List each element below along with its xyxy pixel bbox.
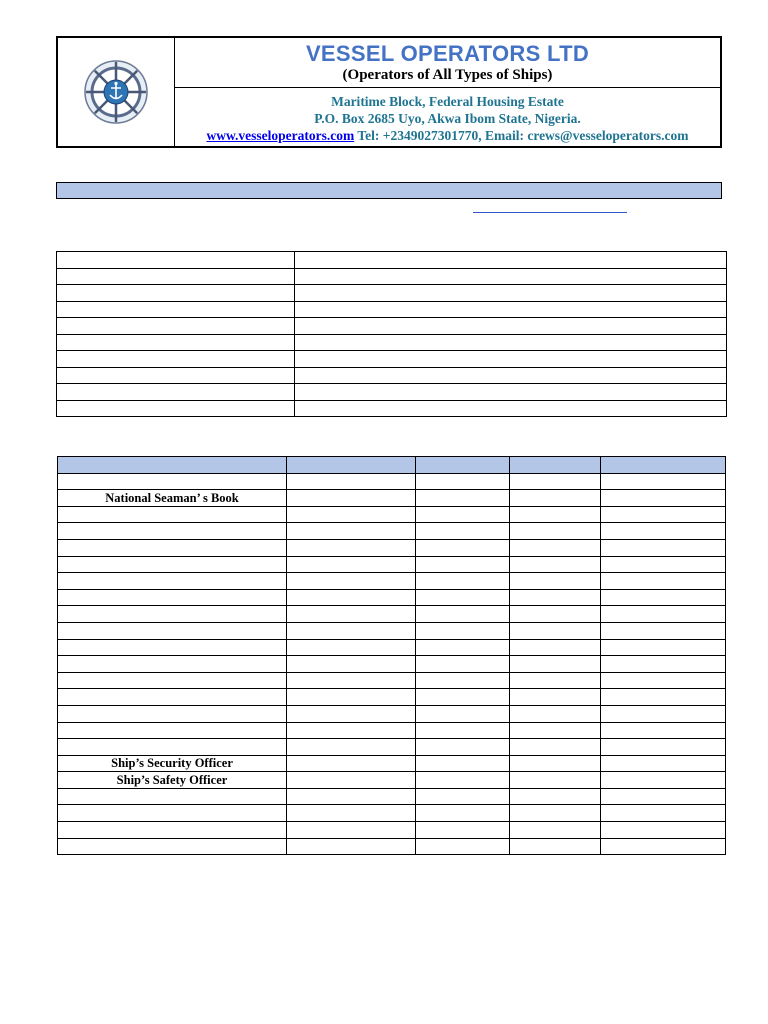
document-entry-cell[interactable] [287, 622, 416, 639]
document-entry-cell[interactable] [601, 506, 726, 523]
document-name-cell [58, 589, 287, 606]
document-name-cell [58, 656, 287, 673]
document-entry-cell[interactable] [287, 805, 416, 822]
details-label-cell [57, 301, 295, 318]
document-entry-cell[interactable] [416, 755, 510, 772]
document-name-cell [58, 805, 287, 822]
document-entry-cell[interactable] [416, 506, 510, 523]
document-entry-cell[interactable] [416, 838, 510, 855]
document-entry-cell[interactable] [510, 788, 601, 805]
logo-cell [58, 38, 175, 146]
details-value-cell[interactable] [295, 384, 727, 401]
details-value-cell[interactable] [295, 367, 727, 384]
document-entry-cell[interactable] [416, 556, 510, 573]
document-entry-cell[interactable] [601, 556, 726, 573]
document-row [58, 739, 726, 756]
title-block [175, 38, 720, 88]
document-entry-cell[interactable] [287, 656, 416, 673]
details-row [57, 285, 727, 302]
document-entry-cell[interactable] [416, 589, 510, 606]
document-entry-cell[interactable] [287, 639, 416, 656]
document-entry-cell[interactable] [287, 506, 416, 523]
document-entry-cell[interactable] [287, 556, 416, 573]
document-entry-cell[interactable] [601, 739, 726, 756]
document-entry-cell[interactable] [601, 755, 726, 772]
header-cell [601, 457, 726, 474]
details-label-cell [57, 268, 295, 285]
document-row [58, 506, 726, 523]
document-row [58, 755, 726, 772]
document-name-cell [58, 622, 287, 639]
document-row [58, 473, 726, 490]
document-entry-cell[interactable] [601, 473, 726, 490]
details-value-cell[interactable] [295, 334, 727, 351]
document-entry-cell[interactable] [510, 755, 601, 772]
document-entry-cell[interactable] [601, 639, 726, 656]
details-value-cell[interactable] [295, 268, 727, 285]
details-row [57, 400, 727, 417]
document-name-cell [58, 556, 287, 573]
document-entry-cell[interactable] [510, 473, 601, 490]
document-entry-cell[interactable] [416, 722, 510, 739]
document-entry-cell[interactable] [601, 539, 726, 556]
documents-header-row [58, 457, 726, 474]
document-entry-cell[interactable] [601, 705, 726, 722]
address-block [175, 88, 720, 144]
document-entry-cell[interactable] [416, 772, 510, 789]
document-entry-cell[interactable] [287, 772, 416, 789]
details-row [57, 268, 727, 285]
document-entry-cell[interactable] [510, 589, 601, 606]
header-cell [58, 457, 287, 474]
document-entry-cell[interactable] [510, 622, 601, 639]
document-name-cell [58, 473, 287, 490]
document-name-cell [58, 722, 287, 739]
document-entry-cell[interactable] [510, 705, 601, 722]
document-name-cell [58, 788, 287, 805]
document-row [58, 772, 726, 789]
company-info [175, 38, 720, 146]
details-value-cell[interactable] [295, 400, 727, 417]
document-entry-cell[interactable] [510, 556, 601, 573]
underline-field[interactable] [473, 212, 627, 213]
document-row [58, 672, 726, 689]
section-header-band [56, 182, 722, 199]
document-entry-cell[interactable] [416, 705, 510, 722]
details-row [57, 384, 727, 401]
document-entry-cell[interactable] [601, 838, 726, 855]
document-entry-cell[interactable] [510, 490, 601, 507]
document-entry-cell[interactable] [510, 772, 601, 789]
details-value-cell[interactable] [295, 351, 727, 368]
document-name-cell [58, 573, 287, 590]
document-entry-cell[interactable] [510, 838, 601, 855]
document-entry-cell[interactable] [416, 689, 510, 706]
document-entry-cell[interactable] [287, 838, 416, 855]
document-entry-cell[interactable] [287, 606, 416, 623]
header-cell [287, 457, 416, 474]
document-entry-cell[interactable] [510, 573, 601, 590]
document-entry-cell[interactable] [287, 739, 416, 756]
document-entry-cell[interactable] [510, 523, 601, 540]
details-row [57, 318, 727, 335]
document-name-cell [58, 539, 287, 556]
document-entry-cell[interactable] [510, 722, 601, 739]
documents-table [57, 456, 726, 855]
document-row [58, 788, 726, 805]
document-entry-cell[interactable] [601, 672, 726, 689]
document-entry-cell[interactable] [510, 639, 601, 656]
details-row [57, 351, 727, 368]
document-entry-cell[interactable] [601, 772, 726, 789]
document-entry-cell[interactable] [416, 523, 510, 540]
details-label-cell [57, 367, 295, 384]
document-entry-cell[interactable] [416, 573, 510, 590]
document-entry-cell[interactable] [601, 788, 726, 805]
document-entry-cell[interactable] [416, 622, 510, 639]
document-entry-cell[interactable] [510, 822, 601, 839]
document-row [58, 822, 726, 839]
document-entry-cell[interactable] [510, 506, 601, 523]
address-line-1: Maritime Block, Federal Housing Estate [331, 94, 564, 109]
document-entry-cell[interactable] [601, 573, 726, 590]
header-cell [510, 457, 601, 474]
document-name-cell [58, 838, 287, 855]
document-name-cell [58, 689, 287, 706]
document-name-cell [58, 705, 287, 722]
details-value-cell[interactable] [295, 301, 727, 318]
document-entry-cell[interactable] [510, 689, 601, 706]
document-entry-cell[interactable] [510, 805, 601, 822]
details-row [57, 367, 727, 384]
details-label-cell [57, 285, 295, 302]
document-entry-cell[interactable] [287, 755, 416, 772]
document-name-cell [58, 672, 287, 689]
document-name-cell: Ship’s Safety Officer [58, 772, 287, 789]
document-entry-cell[interactable] [287, 689, 416, 706]
document-row [58, 805, 726, 822]
website-link[interactable]: www.vesseloperators.com [206, 128, 355, 143]
details-value-cell[interactable] [295, 285, 727, 302]
details-row [57, 334, 727, 351]
document-name-cell: National Seaman’ s Book [58, 490, 287, 507]
document-entry-cell[interactable] [601, 805, 726, 822]
details-row [57, 252, 727, 269]
document-entry-cell[interactable] [416, 606, 510, 623]
letterhead [56, 36, 722, 148]
document-entry-cell[interactable] [416, 639, 510, 656]
document-entry-cell[interactable] [416, 805, 510, 822]
document-row [58, 705, 726, 722]
document-entry-cell[interactable] [287, 822, 416, 839]
document-entry-cell[interactable] [287, 672, 416, 689]
document-entry-cell[interactable] [416, 490, 510, 507]
details-label-cell [57, 252, 295, 269]
document-row [58, 838, 726, 855]
document-name-cell: Ship’s Security Officer [58, 755, 287, 772]
address-line-2: P.O. Box 2685 Uyo, Akwa Ibom State, Nigeria. [314, 111, 581, 126]
document-entry-cell[interactable] [416, 672, 510, 689]
header-cell [416, 457, 510, 474]
document-row [58, 573, 726, 590]
company-name: VESSEL OPERATORS LTD [305, 41, 590, 66]
document-entry-cell[interactable] [287, 722, 416, 739]
document-name-cell [58, 523, 287, 540]
document-entry-cell[interactable] [601, 606, 726, 623]
document-entry-cell[interactable] [416, 473, 510, 490]
document-entry-cell[interactable] [510, 606, 601, 623]
document-entry-cell[interactable] [601, 656, 726, 673]
document-entry-cell[interactable] [510, 672, 601, 689]
details-label-cell [57, 384, 295, 401]
contact-line [175, 127, 720, 144]
document-entry-cell[interactable] [287, 705, 416, 722]
details-label-cell [57, 351, 295, 368]
document-name-cell [58, 739, 287, 756]
document-entry-cell[interactable] [601, 523, 726, 540]
document-entry-cell[interactable] [287, 788, 416, 805]
document-row [58, 656, 726, 673]
document-entry-cell[interactable] [416, 739, 510, 756]
document-row [58, 490, 726, 507]
document-row [58, 622, 726, 639]
document-entry-cell[interactable] [287, 490, 416, 507]
document-name-cell [58, 822, 287, 839]
document-row [58, 722, 726, 739]
document-row [58, 689, 726, 706]
personal-details-table [56, 251, 727, 417]
document-row [58, 606, 726, 623]
details-label-cell [57, 318, 295, 335]
document-entry-cell[interactable] [416, 822, 510, 839]
document-name-cell [58, 506, 287, 523]
document-entry-cell[interactable] [601, 589, 726, 606]
contact-details: Tel: +2349027301770, Email: crews@vesseloperators.com [354, 128, 689, 143]
ship-wheel-logo-icon [83, 59, 149, 125]
details-value-cell[interactable] [295, 318, 727, 335]
details-label-cell [57, 334, 295, 351]
document-entry-cell[interactable] [416, 788, 510, 805]
document-entry-cell[interactable] [416, 656, 510, 673]
document-entry-cell[interactable] [287, 523, 416, 540]
document-name-cell [58, 639, 287, 656]
details-value-cell[interactable] [295, 252, 727, 269]
company-tagline: (Operators of All Types of Ships) [342, 67, 553, 83]
document-entry-cell[interactable] [510, 739, 601, 756]
document-entry-cell[interactable] [287, 539, 416, 556]
document-entry-cell[interactable] [287, 473, 416, 490]
document-row [58, 589, 726, 606]
document-name-cell [58, 606, 287, 623]
document-entry-cell[interactable] [510, 539, 601, 556]
document-entry-cell[interactable] [287, 573, 416, 590]
document-entry-cell[interactable] [601, 689, 726, 706]
document-row [58, 523, 726, 540]
document-entry-cell[interactable] [601, 622, 726, 639]
details-label-cell [57, 400, 295, 417]
document-row [58, 556, 726, 573]
document-entry-cell[interactable] [510, 656, 601, 673]
document-entry-cell[interactable] [601, 722, 726, 739]
document-entry-cell[interactable] [416, 539, 510, 556]
document-row [58, 539, 726, 556]
document-entry-cell[interactable] [601, 490, 726, 507]
document-entry-cell[interactable] [287, 589, 416, 606]
details-row [57, 301, 727, 318]
document-entry-cell[interactable] [601, 822, 726, 839]
document-row [58, 639, 726, 656]
